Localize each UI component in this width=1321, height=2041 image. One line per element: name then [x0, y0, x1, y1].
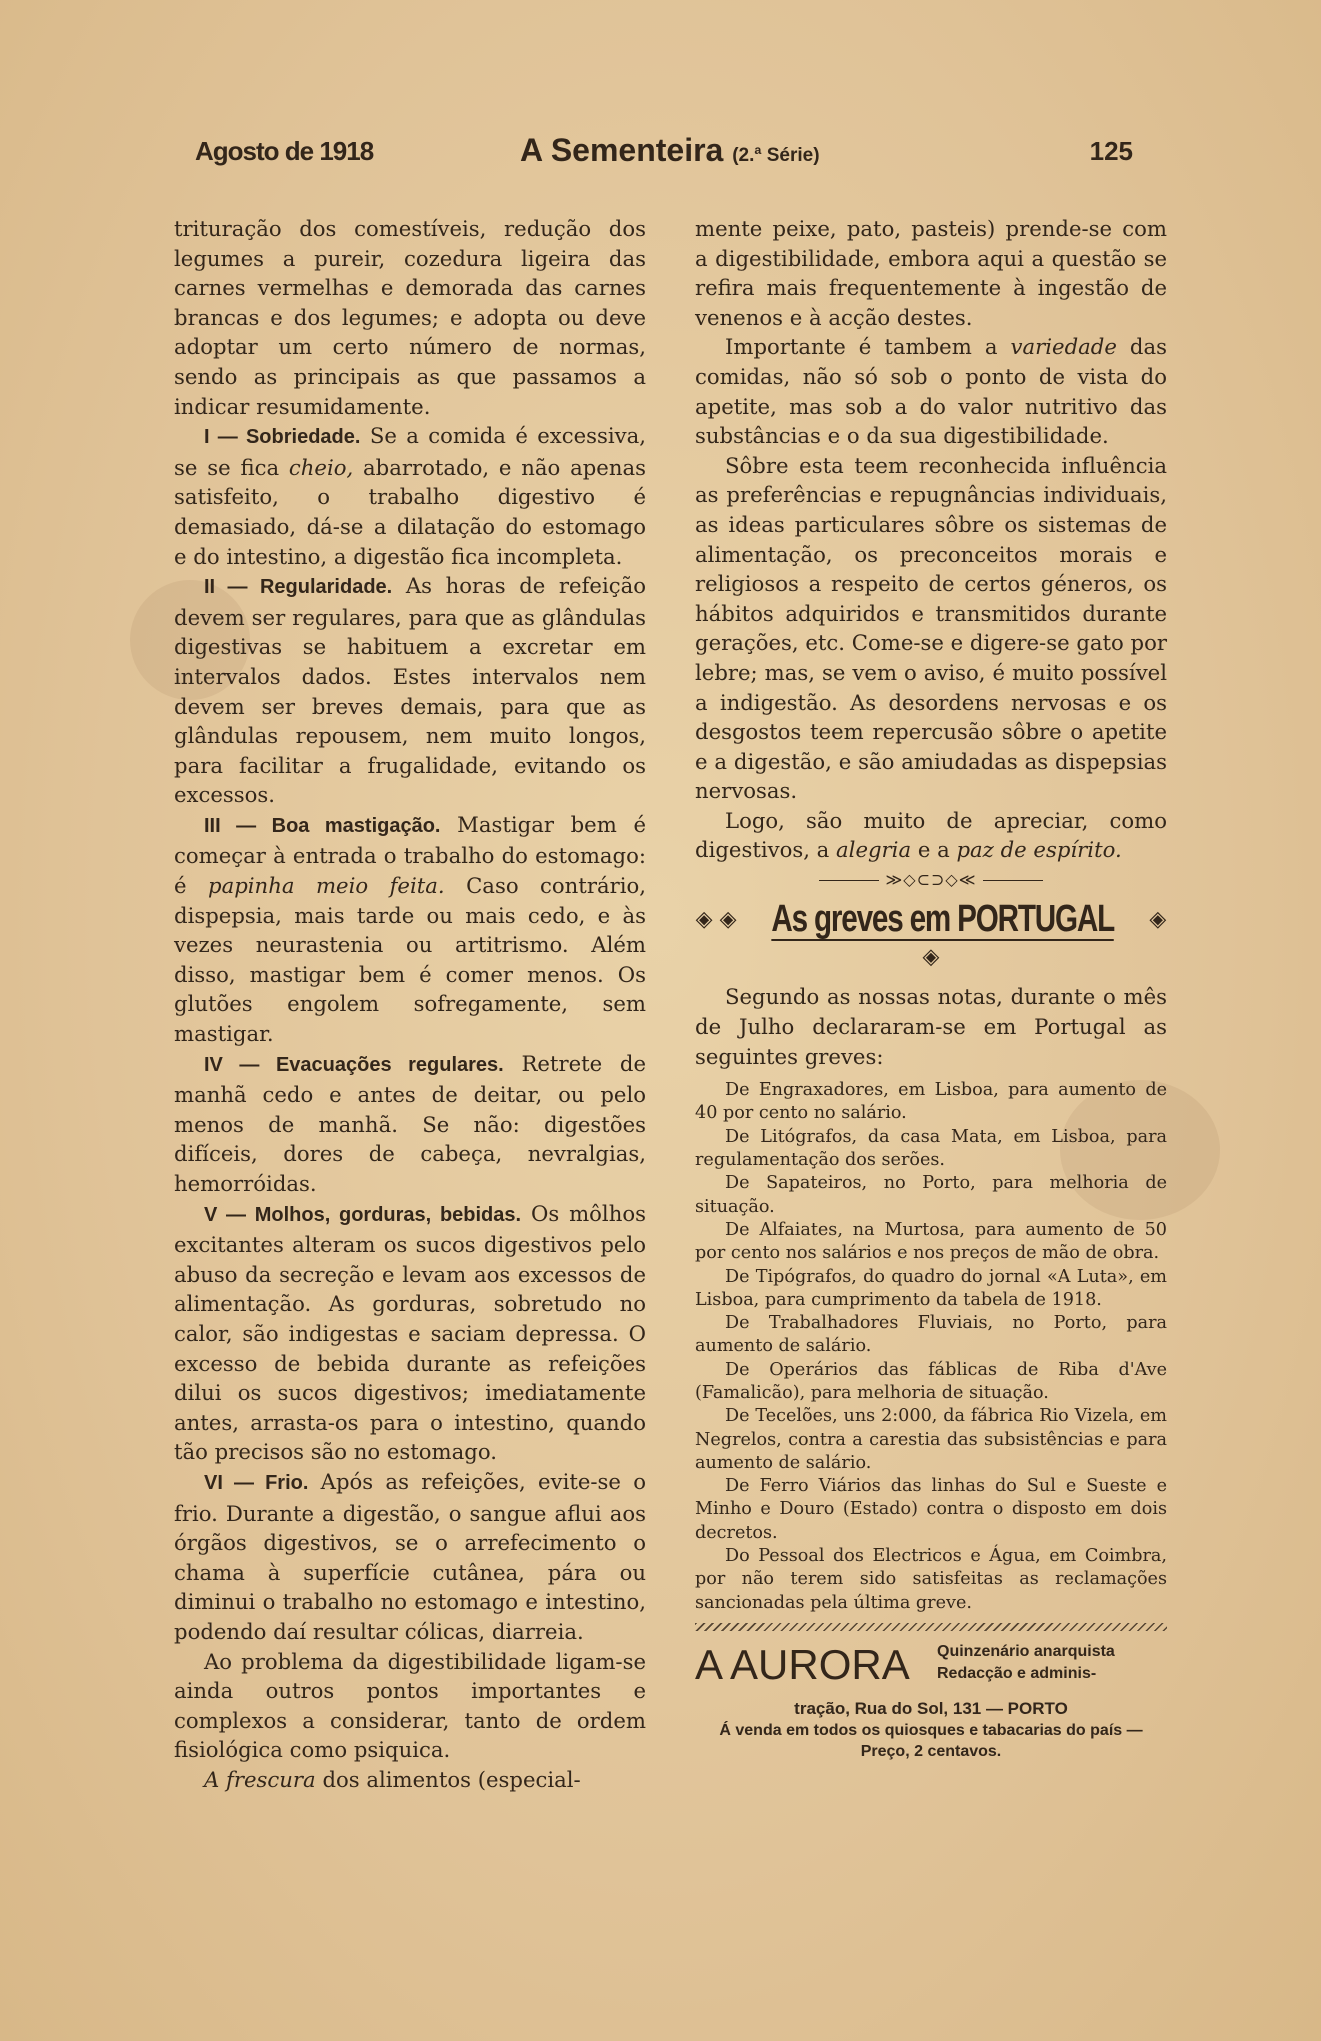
- ad-subtitle: [937, 1641, 1115, 1685]
- text: As horas de refeição devem ser regulares, para que as glândulas digestivas se habituem a excretar em intervalos dados. Estes intervalos nem devem ser breves demais, para que as glândulas repousem, nem muito longos, para facilitar a frugalidade, evitando os excessos.: [174, 573, 647, 808]
- text: Logo, são muito de apreciar, como digestivos, a: [695, 807, 1167, 863]
- strikes-list: [695, 1079, 1167, 1615]
- text: Importante é tambem a: [725, 334, 1011, 360]
- paragraph: mente peixe, pato, pasteis) prende-se com a digestibilidade, embora aqui a questão se refira mais frequentemente à ingestão de venenos e à acção destes.: [695, 216, 1167, 330]
- issue-date: Agosto de 1918: [195, 136, 374, 166]
- ad-subtitle-line: Quinzenário anarquista: [937, 1642, 1115, 1660]
- paragraph-molhos: [174, 1199, 646, 1467]
- list-item: Do Pessoal dos Electricos e Água, em Coimbra, por não terem sido satisfeitas as reclamações sancionadas pela última greve.: [695, 1546, 1167, 1613]
- list-item: De Engraxadores, em Lisboa, para aumento de 40 por cento no salário.: [695, 1080, 1167, 1124]
- text: das comidas, não só sob o ponto de vista do apetite, mas sob a do valor nutritivo das substâncias e o da sua digestibilidade.: [695, 334, 1167, 449]
- paragraph-sobriedade: [174, 421, 646, 571]
- section-ornament: [695, 869, 1167, 891]
- paragraph-mastigacao: [174, 810, 646, 1049]
- paragraph-frio: [174, 1467, 646, 1647]
- list-item: De Litógrafos, da casa Mata, em Lisboa, para regulamentação dos serões.: [695, 1126, 1167, 1171]
- text: dos alimentos (especial-: [315, 1766, 581, 1792]
- text: Os môlhos excitantes alteram os sucos digestivos pelo abuso da secreção e levam aos excessos de alimentação. As gorduras, sobretudo no calor, são indigestas e saciam depressa. O excesso de bebida durante as refeições dilui os sucos digestivos; imediatamente antes, arrasta-os para o intestino, quando tão precisos são no estomago.: [174, 1200, 646, 1465]
- left-column: [174, 214, 646, 1794]
- paragraph-evacuacoes: [174, 1049, 646, 1199]
- strikes-title: As greves em PORTUGAL: [771, 898, 1115, 941]
- series-label: (2.ª Série): [732, 145, 820, 166]
- italic-text: paz de espírito.: [956, 837, 1122, 863]
- list-item: De Tecelões, uns 2:000, da fábrica Rio Vizela, em Negrelos, contra a carestia das subsistências e para aumento de salário.: [695, 1406, 1167, 1473]
- italic-text: papinha meio feita.: [208, 873, 445, 899]
- text: Caso contrário, dispepsia, mais tarde ou mais cedo, e às vezes neurastenia ou artitrismo. Além disso, mastigar bem é comer menos. Os glutões engolem sofregamente, sem mastigar.: [174, 873, 646, 1047]
- section-heading: III — Boa mastigação.: [204, 814, 441, 837]
- section-heading: VI — Frio.: [204, 1471, 309, 1494]
- text: Após as refeições, evite-se o frio. Durante a digestão, o sangue aflui aos órgãos digestivos, se o arrefecimento o chama à superfície cutânea, pára ou diminui o trabalho no estomago e intestino, podendo daí resultar cólicas, diarreia.: [174, 1468, 646, 1644]
- masthead-title: [520, 132, 820, 169]
- right-column: [695, 214, 1167, 1762]
- ornament-glyphs: ≫◇⊂⊃◇≪: [885, 870, 977, 890]
- paragraph: [695, 806, 1167, 865]
- ad-sale-info: Á venda em todos os quiosques e tabacarias do país — Preço, 2 centavos.: [719, 1721, 1143, 1760]
- diamond-ornament-icon: ◈ ◈: [922, 907, 1167, 970]
- list-item: De Sapateiros, no Porto, para melhoria de situação.: [695, 1173, 1167, 1217]
- text: abarrotado, e não apenas satisfeito, o trabalho digestivo é demasiado, dá-se a dilatação do estomago e do intestino, a digestão fica incompleta.: [174, 454, 646, 569]
- list-item: De Ferro Viários das linhas do Sul e Sueste e Minho e Douro (Estado) contra o disposto em dois decretos.: [695, 1476, 1167, 1543]
- italic-text: cheio,: [288, 454, 354, 480]
- section-heading: II — Regularidade.: [204, 576, 393, 599]
- list-item: De Tipógrafos, do quadro do jornal «A Luta», em Lisboa, para cumprimento da tabela de 1918.: [695, 1266, 1167, 1310]
- aurora-ad: [695, 1637, 1167, 1697]
- title-text: A Sementeira: [520, 132, 724, 168]
- italic-text: alegria: [836, 837, 912, 863]
- text: Retrete de manhã cedo e antes de deitar, ou pelo menos de manhã. Se não: digestões difíceis, dores de cabeça, nevralgias, hemorróidas.: [174, 1050, 646, 1196]
- zigzag-divider: [695, 1623, 1167, 1631]
- section-heading: IV — Evacuações regulares.: [204, 1053, 504, 1076]
- list-item: De Operários das fáblicas de Riba d'Ave (Famalicão), para melhoria de situação.: [695, 1359, 1167, 1403]
- text: Mastigar bem é começar à entrada o trabalho do estomago: é: [174, 811, 647, 899]
- text: e a: [911, 837, 957, 863]
- list-item: De Trabalhadores Fluviais, no Porto, para aumento de salário.: [695, 1313, 1167, 1357]
- page-number: 125: [1089, 136, 1133, 166]
- section-heading: I — Sobriedade.: [204, 426, 361, 449]
- list-item: De Alfaiates, na Murtosa, para aumento de 50 por cento nos salários e nos preços de mão de obra.: [695, 1219, 1167, 1264]
- italic-text: A frescura: [204, 1766, 316, 1792]
- italic-text: variedade: [1010, 334, 1117, 360]
- strikes-heading: [695, 899, 1167, 972]
- paragraph-regularidade: [174, 571, 646, 810]
- page-header: [175, 130, 1145, 174]
- ad-address: tração, Rua do Sol, 131 — PORTO: [794, 1698, 1068, 1718]
- text: Se a comida é excessiva, se se fica: [174, 423, 646, 480]
- ad-title: A AURORA: [695, 1640, 910, 1688]
- paragraph: Ao problema da digestibilidade ligam-se ainda outros pontos importantes e complexos a considerar, tanto de ordem fisiológica como psiquica.: [174, 1648, 646, 1763]
- paragraph: [695, 332, 1167, 450]
- ad-subtitle-line: Redacção e adminis-: [937, 1664, 1097, 1682]
- section-heading: V — Molhos, gorduras, bebidas.: [204, 1203, 522, 1226]
- paragraph: trituração dos comestíveis, redução dos legumes a pureir, cozedura ligeira das carnes vermelhas e demorada das carnes brancas e dos legumes; e adopta ou deve adoptar um certo número de normas, sendo as principais as que passamos a indicar resumidamente.: [174, 216, 646, 419]
- strikes-intro: Segundo as nossas notas, durante o mês de Julho declararam-se em Portugal as seguintes greves:: [695, 984, 1167, 1069]
- paragraph: [174, 1765, 646, 1795]
- paragraph: Sôbre esta teem reconhecida influência as preferências e repugnâncias individuais, as ideas particulares sôbre os sistemas de alimentação, os preconceitos morais e religiosos a respeito de certos géneros, os hábitos adquiridos e transmitidos durante gerações, etc. Come-se e digere-se gato por lebre; mas, se vem o aviso, é muito possível a indigestão. As desordens nervosas e os desgostos teem repercusão sôbre o apetite e a digestão, e são amiudadas as dispepsias nervosas.: [695, 452, 1167, 804]
- diamond-ornament-icon: ◈ ◈: [695, 907, 737, 933]
